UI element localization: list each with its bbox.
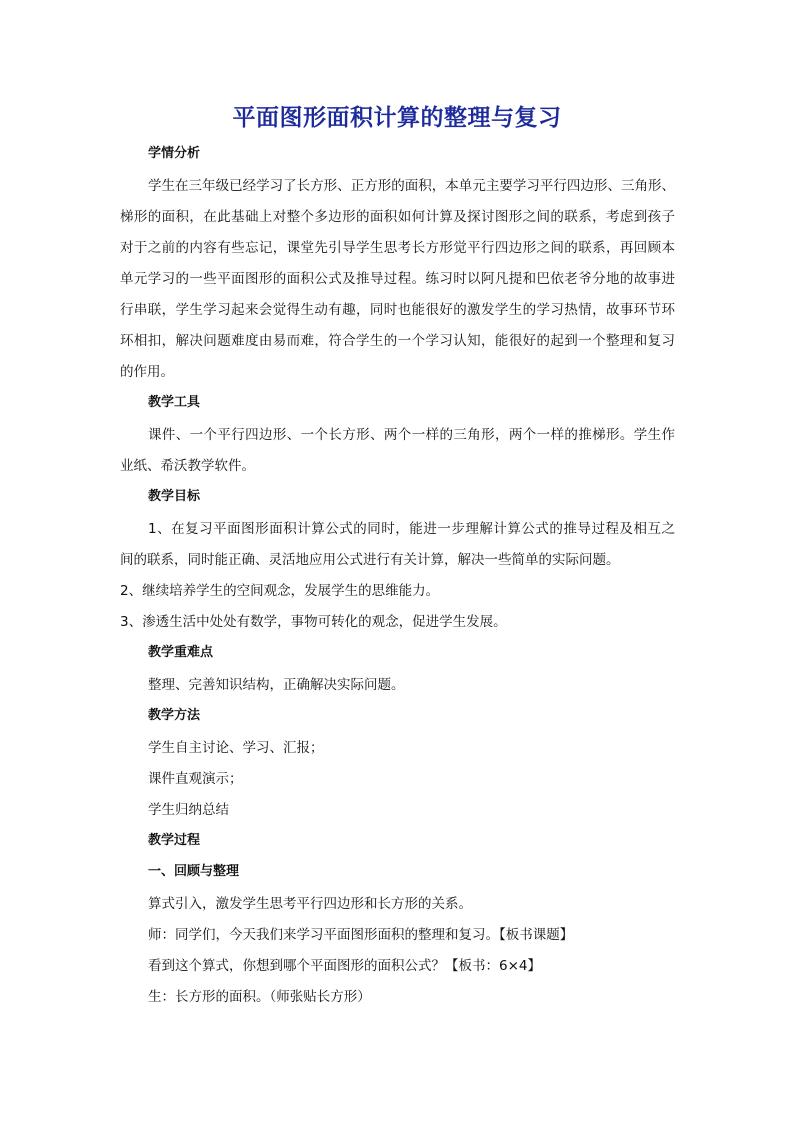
page-title: 平面图形面积计算的整理与复习 xyxy=(232,105,562,131)
paragraph-line: 业纸、希沃教学软件。 xyxy=(120,458,255,474)
paragraph-line: 算式引入，激发学生思考平行四边形和长方形的关系。 xyxy=(148,896,472,912)
paragraph-line: 单元学习的一些平面图形的面积公式及推导过程。练习时以阿凡提和巴依老爷分地的故事进 xyxy=(120,271,675,287)
paragraph-line: 间的联系，同时能正确、灵活地应用公式进行有关计算，解决一些简单的实际问题。 xyxy=(120,552,620,568)
paragraph-line: 师：同学们，今天我们来学习平面图形面积的整理和复习。【板书课题】 xyxy=(148,927,574,943)
paragraph-line: 课件直观演示； xyxy=(148,771,243,787)
paragraph-line: 整理、完善知识结构，正确解决实际问题。 xyxy=(148,677,405,693)
section-heading-process: 教学过程 xyxy=(148,833,201,848)
paragraph-line: 1、在复习平面图形面积计算公式的同时，能进一步理解计算公式的推导过程及相互之 xyxy=(148,521,675,537)
paragraph-line: 行串联，学生学习起来会觉得生动有趣，同时也能很好的激发学生的学习热情，故事环节环 xyxy=(120,302,675,318)
paragraph-line: 的作用。 xyxy=(120,364,174,380)
paragraph-line: 对于之前的内容有些忘记，课堂先引导学生思考长方形觉平行四边形之间的联系，再回顾本 xyxy=(120,240,675,256)
section-heading-keypoints: 教学重难点 xyxy=(148,645,214,660)
paragraph-line: 生：长方形的面积。（师张贴长方形） xyxy=(148,989,371,1005)
section-heading-goals: 教学目标 xyxy=(148,489,201,504)
paragraph-line: 3、渗透生活中处处有数学，事物可转化的观念，促进学生发展。 xyxy=(120,614,507,630)
paragraph-line: 学生自主讨论、学习、汇报； xyxy=(148,740,324,756)
paragraph-line: 2、继续培养学生的空间观念，发展学生的思维能力。 xyxy=(120,583,440,599)
paragraph-line: 学生归纳总结 xyxy=(148,802,229,818)
paragraph-line: 学生在三年级已经学习了长方形、正方形的面积，本单元主要学习平行四边形、三角形、 xyxy=(148,178,675,194)
paragraph-line: 课件、一个平行四边形、一个长方形、两个一样的三角形，两个一样的推梯形。学生作 xyxy=(148,427,675,443)
paragraph-line: 看到这个算式，你想到哪个平面图形的面积公式？【板书：6×4】 xyxy=(148,958,541,974)
section-heading-methods: 教学方法 xyxy=(148,708,201,723)
paragraph-line: 环相扣，解决问题难度由易而难，符合学生的一个学习认知，能很好的起到一个整理和复习 xyxy=(120,333,675,349)
paragraph-line: 梯形的面积，在此基础上对整个多边形的面积如何计算及探讨图形之间的联系，考虑到孩子 xyxy=(120,209,675,225)
section-heading-analysis: 学情分析 xyxy=(148,146,201,161)
section-subheading-review: 一、回顾与整理 xyxy=(148,864,240,879)
section-heading-tools: 教学工具 xyxy=(148,395,201,410)
